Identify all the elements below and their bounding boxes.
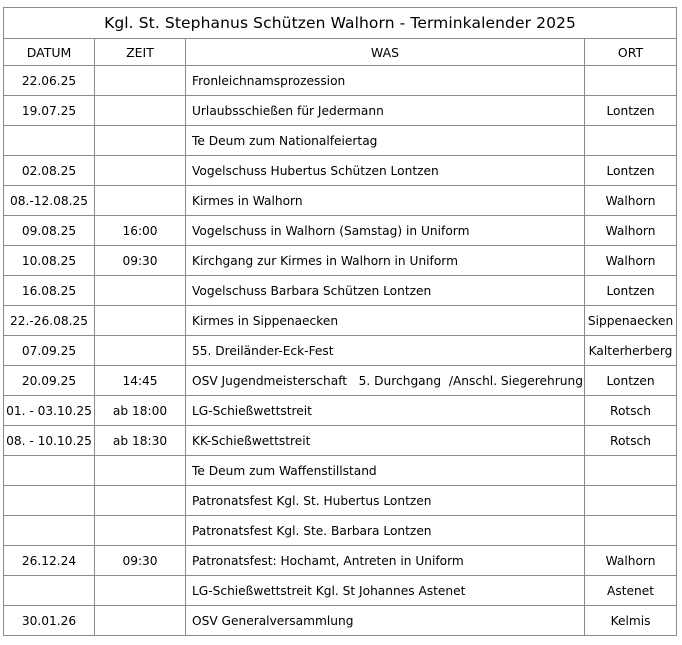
event-description: LG-Schießwettstreit (186, 396, 585, 426)
event-place (585, 486, 677, 516)
event-date: 01. - 03.10.25 (4, 396, 95, 426)
event-place: Sippenaecken (585, 306, 677, 336)
calendar-body (4, 66, 677, 636)
event-time (95, 306, 186, 336)
event-place: Lontzen (585, 96, 677, 126)
event-time: 09:30 (95, 246, 186, 276)
table-row (4, 336, 677, 366)
table-row (4, 546, 677, 576)
event-time: 09:30 (95, 546, 186, 576)
event-date: 22.06.25 (4, 66, 95, 96)
event-date: 20.09.25 (4, 366, 95, 396)
event-time (95, 96, 186, 126)
table-row (4, 396, 677, 426)
event-place: Lontzen (585, 276, 677, 306)
event-date: 22.-26.08.25 (4, 306, 95, 336)
table-row (4, 216, 677, 246)
event-time (95, 126, 186, 156)
event-time (95, 276, 186, 306)
calendar-table (3, 7, 677, 636)
event-description: Patronatsfest Kgl. Ste. Barbara Lontzen (186, 516, 585, 546)
title-row (4, 8, 677, 39)
header-row (4, 39, 677, 66)
event-description: KK-Schießwettstreit (186, 426, 585, 456)
event-description: 55. Dreiländer-Eck-Fest (186, 336, 585, 366)
event-description: Te Deum zum Nationalfeiertag (186, 126, 585, 156)
event-date: 07.09.25 (4, 336, 95, 366)
event-description: Fronleichnamsprozession (186, 66, 585, 96)
event-place (585, 66, 677, 96)
event-place: Walhorn (585, 216, 677, 246)
event-description: Te Deum zum Waffenstillstand (186, 456, 585, 486)
table-row (4, 366, 677, 396)
event-place: Lontzen (585, 156, 677, 186)
event-date (4, 516, 95, 546)
event-description: Urlaubsschießen für Jedermann (186, 96, 585, 126)
event-description: Kirchgang zur Kirmes in Walhorn in Uniform (186, 246, 585, 276)
event-place: Walhorn (585, 186, 677, 216)
event-description: Kirmes in Walhorn (186, 186, 585, 216)
event-place: Walhorn (585, 246, 677, 276)
table-row (4, 126, 677, 156)
event-description: LG-Schießwettstreit Kgl. St Johannes Astenet (186, 576, 585, 606)
event-date (4, 486, 95, 516)
event-place: Rotsch (585, 396, 677, 426)
calendar-title: Kgl. St. Stephanus Schützen Walhorn - Terminkalender 2025 (4, 8, 677, 39)
table-row (4, 426, 677, 456)
table-row (4, 486, 677, 516)
event-time (95, 186, 186, 216)
event-description: Vogelschuss Hubertus Schützen Lontzen (186, 156, 585, 186)
table-row (4, 306, 677, 336)
event-place (585, 456, 677, 486)
event-date: 08. - 10.10.25 (4, 426, 95, 456)
table-row (4, 156, 677, 186)
event-date: 30.01.26 (4, 606, 95, 636)
event-place: Lontzen (585, 366, 677, 396)
event-date: 02.08.25 (4, 156, 95, 186)
event-time: ab 18:00 (95, 396, 186, 426)
event-date: 19.07.25 (4, 96, 95, 126)
event-date (4, 126, 95, 156)
event-time (95, 456, 186, 486)
event-time: 14:45 (95, 366, 186, 396)
event-date: 09.08.25 (4, 216, 95, 246)
event-place: Astenet (585, 576, 677, 606)
table-row (4, 606, 677, 636)
event-time: ab 18:30 (95, 426, 186, 456)
event-time (95, 576, 186, 606)
event-date: 08.-12.08.25 (4, 186, 95, 216)
event-place: Kelmis (585, 606, 677, 636)
event-time (95, 516, 186, 546)
event-description: Patronatsfest Kgl. St. Hubertus Lontzen (186, 486, 585, 516)
event-place (585, 516, 677, 546)
table-row (4, 186, 677, 216)
table-row (4, 456, 677, 486)
event-description: OSV Jugendmeisterschaft 5. Durchgang /Anschl. Siegerehrung (186, 366, 585, 396)
event-description: Patronatsfest: Hochamt, Antreten in Uniform (186, 546, 585, 576)
event-place (585, 126, 677, 156)
table-row (4, 96, 677, 126)
event-time (95, 336, 186, 366)
event-time: 16:00 (95, 216, 186, 246)
event-place: Walhorn (585, 546, 677, 576)
event-description: OSV Generalversammlung (186, 606, 585, 636)
event-date (4, 576, 95, 606)
event-description: Kirmes in Sippenaecken (186, 306, 585, 336)
event-time (95, 66, 186, 96)
event-description: Vogelschuss in Walhorn (Samstag) in Uniform (186, 216, 585, 246)
table-row (4, 516, 677, 546)
event-place: Kalterherberg (585, 336, 677, 366)
column-header-place: ORT (585, 39, 677, 66)
event-date (4, 456, 95, 486)
event-date: 10.08.25 (4, 246, 95, 276)
event-date: 26.12.24 (4, 546, 95, 576)
table-row (4, 246, 677, 276)
event-description: Vogelschuss Barbara Schützen Lontzen (186, 276, 585, 306)
event-time (95, 606, 186, 636)
table-row (4, 276, 677, 306)
table-row (4, 66, 677, 96)
column-header-date: DATUM (4, 39, 95, 66)
event-time (95, 486, 186, 516)
event-time (95, 156, 186, 186)
event-place: Rotsch (585, 426, 677, 456)
event-date: 16.08.25 (4, 276, 95, 306)
table-row (4, 576, 677, 606)
column-header-time: ZEIT (95, 39, 186, 66)
column-header-what: WAS (186, 39, 585, 66)
